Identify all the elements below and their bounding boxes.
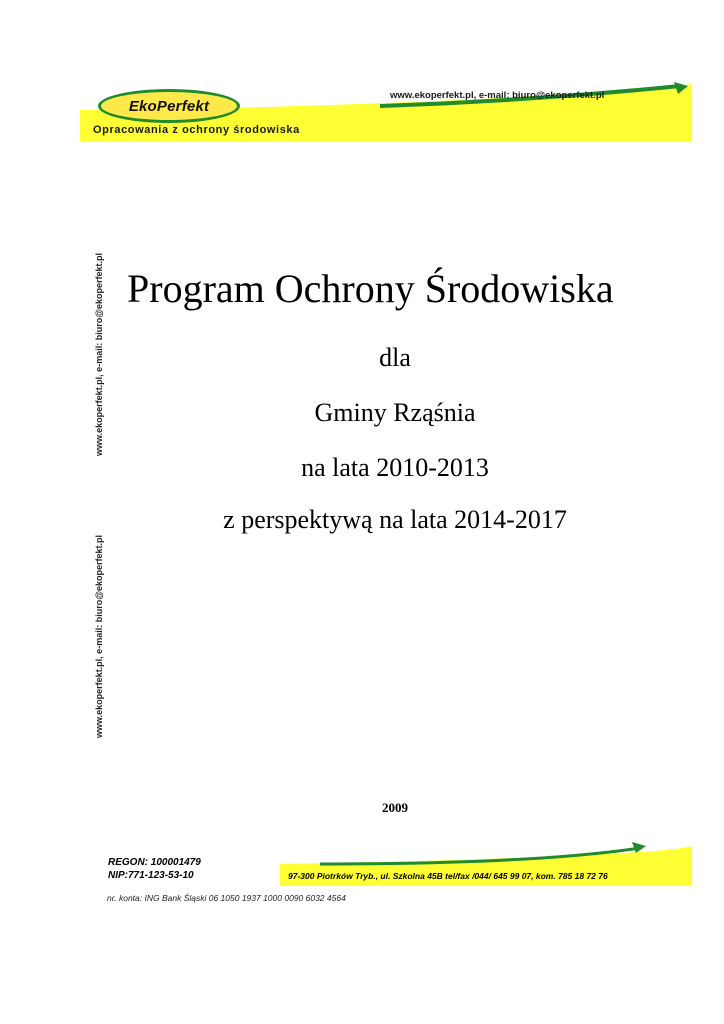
title-line-period: na lata 2010-2013 <box>301 453 489 482</box>
title-line-dla: dla <box>379 343 411 372</box>
footer-nip: NIP:771-123-53-10 <box>108 870 194 881</box>
title-line-perspective: z perspektywą na lata 2014-2017 <box>223 505 567 534</box>
footer-regon: REGON: 100001479 <box>108 857 201 868</box>
letterhead-header <box>80 80 692 142</box>
document-title: Program Ochrony Środowiska <box>127 266 614 311</box>
footer-bank-account: nr. konta: ING Bank Śląski 06 1050 1937 1000 0090 6032 4564 <box>107 893 346 903</box>
header-contact: www.ekoperfekt.pl, e-mail: biuro@ekoperfekt.pl <box>390 90 605 101</box>
logo-text: EkoPerfekt <box>128 97 210 115</box>
ekoperfekt-logo <box>98 89 240 123</box>
side-contact-upper: www.ekoperfekt.pl, e-mail: biuro@ekoperfekt.pl <box>94 253 104 456</box>
footer-yellow-band <box>80 838 692 898</box>
footer-address: 97-300 Piotrków Tryb., ul. Szkolna 45B tel/fax /044/ 645 99 07, kom. 785 18 72 76 <box>288 871 608 881</box>
letterhead-footer <box>80 838 692 898</box>
header-tagline: Opracowania z ochrony środowiska <box>93 124 300 136</box>
side-contact-lower: www.ekoperfekt.pl, e-mail: biuro@ekoperfekt.pl <box>94 535 104 738</box>
title-line-gmina: Gminy Rząśnia <box>314 398 476 427</box>
document-year: 2009 <box>382 800 408 815</box>
